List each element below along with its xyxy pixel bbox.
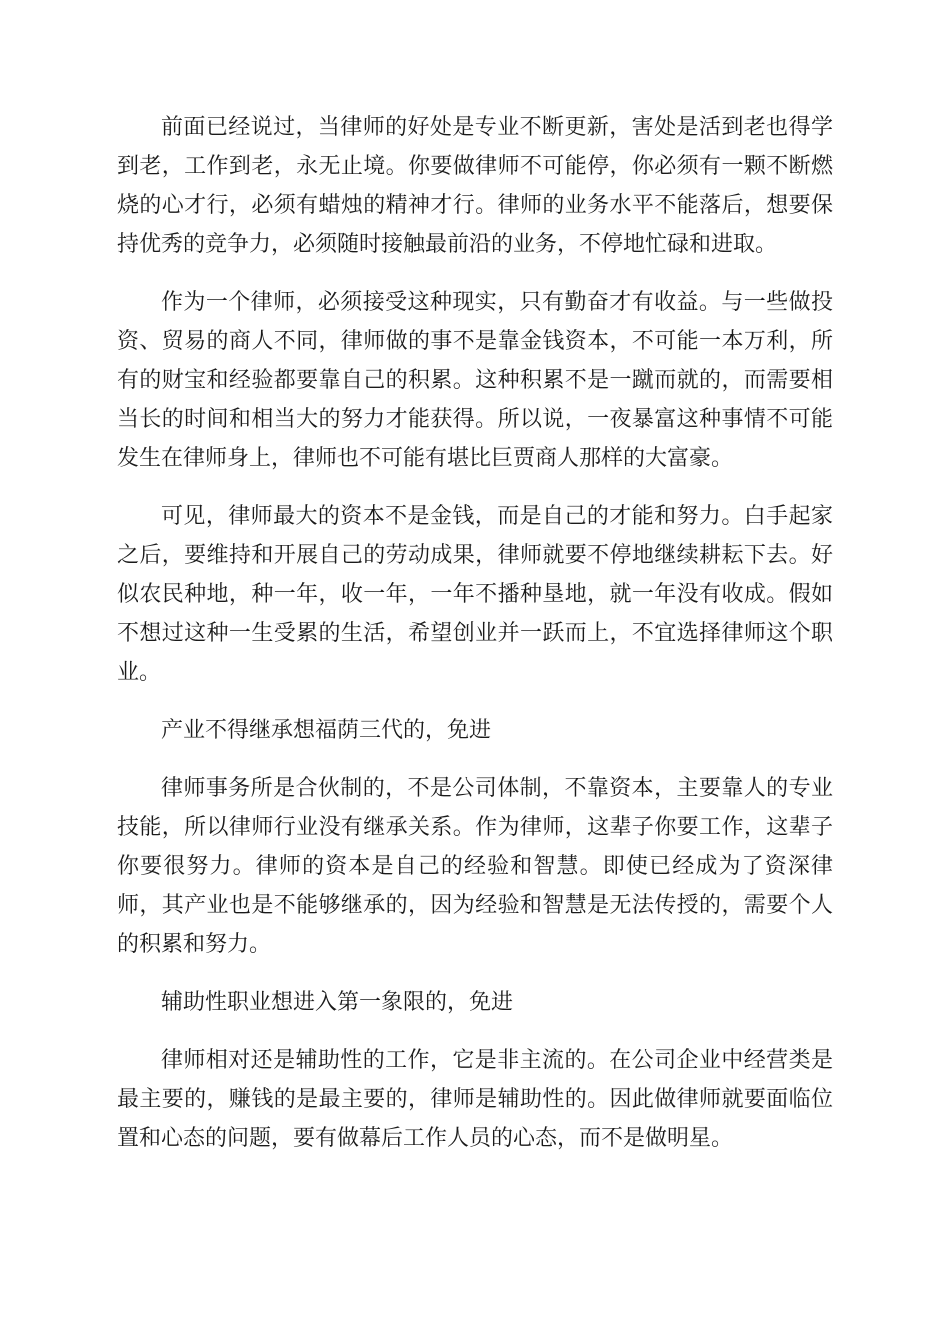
section-heading: 辅助性职业想进入第一象限的，免进 [161,990,514,1015]
paragraph: 律师事务所是合伙制的，不是公司体制，不靠资本，主要靠人的专业技能，所以律师行业没有继承关系。作为律师，这辈子你要工作，这辈子你要很努力。律师的资本是自己的经验和智慧。即使已经成为了资深律师，其产业也是不能够继承的，因为经验和智慧是无法传授的，需要个人的积累和努力。 [117,776,833,957]
paragraph: 律师相对还是辅助性的工作，它是非主流的。在公司企业中经营类是最主要的，赚钱的是最主要的，律师是辅助性的。因此做律师就要面临位置和心态的问题，要有做幕后工作人员的心态，而不是做明星。 [117,1048,833,1151]
paragraph: 可见，律师最大的资本不是金钱，而是自己的才能和努力。白手起家之后，要维持和开展自己的劳动成果，律师就要不停地继续耕耘下去。好似农民种地，种一年，收一年，一年不播种垦地，就一年没有收成。假如不想过这种一生受累的生活，希望创业并一跃而上，不宜选择律师这个职业。 [117,504,833,685]
document-body [117,108,833,1177]
paragraph: 作为一个律师，必须接受这种现实，只有勤奋才有收益。与一些做投资、贸易的商人不同，律师做的事不是靠金钱资本，不可能一本万利，所有的财宝和经验都要靠自己的积累。这种积累不是一蹴而就的，而需要相当长的时间和相当大的努力才能获得。所以说，一夜暴富这种事情不可能发生在律师身上，律师也不可能有堪比巨贾商人那样的大富豪。 [117,290,833,471]
paragraph: 前面已经说过，当律师的好处是专业不断更新，害处是活到老也得学到老，工作到老，永无止境。你要做律师不可能停，你必须有一颗不断燃烧的心才行，必须有蜡烛的精神才行。律师的业务水平不能落后，想要保持优秀的竞争力，必须随时接触最前沿的业务，不停地忙碌和进取。 [117,115,833,257]
section-heading: 产业不得继承想福荫三代的，免进 [161,718,492,743]
